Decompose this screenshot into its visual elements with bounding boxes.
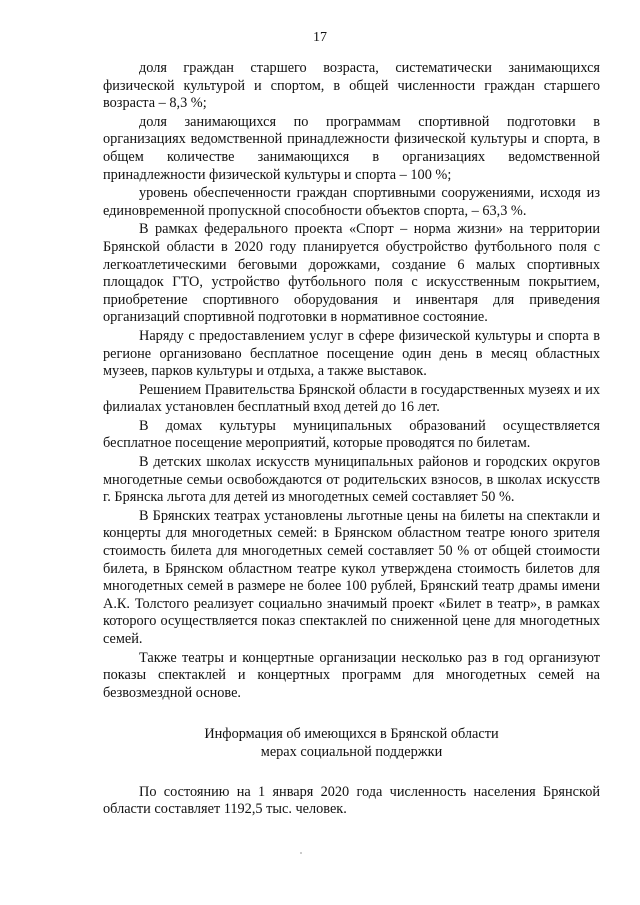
paragraph: Решением Правительства Брянской области в государственных музеях и их филиалах установлен бесплатный вход детей до 16 лет. [103,381,600,416]
scan-speck [300,852,302,854]
document-body [103,60,600,819]
section-heading-line: мерах социальной поддержки [260,743,443,760]
paragraph: уровень обеспеченности граждан спортивными сооружениями, исходя из единовременной пропускной способности объектов спорта, – 63,3 %. [103,185,600,219]
page-number: 17 [313,30,327,45]
paragraph: В рамках федерального проекта «Спорт – норма жизни» на территории Брянской области в 2020 году планируется обустройство футбольного поля с легкоатлетическими беговыми дорожками, создание 6 малых спортивных площадок ГТО, устройство футбольного поля с искусственным покрытием, приобретение спортивного оборудования и инвентаря для приведения организаций спортивной подготовки в нормативное состояние. [103,221,600,326]
paragraph: В домах культуры муниципальных образований осуществляется бесплатное посещение мероприятий, которые проводятся по билетам. [103,417,600,452]
paragraph: Также театры и концертные организации несколько раз в год организуют показы спектаклей и концертных программ для многодетных семей на безвозмездной основе. [103,649,600,701]
section-heading-line: Информация об имеющихся в Брянской области [204,726,499,743]
paragraph: В Брянских театрах установлены льготные цены на билеты на спектакли и концерты для многодетных семей: в Брянском областном театре юного зрителя стоимость билета для многодетных семей составляет 50 % от общей стоимости билета, в Брянском областном театре кукол утверждена стоимость билетов для многодетных семей в размере не более 100 рублей, Брянский театр драмы имени А.К. Толстого реализует социально значимый проект «Билет в театр», в рамках которого осуществляется показ спектаклей по сниженной цене для многодетных семей. [103,507,600,647]
paragraph: доля занимающихся по программам спортивной подготовки в организациях ведомственной принадлежности физической культуры и спорта, в общем количестве занимающихся в организациях ведомственной принадлежности физической культуры и спорта – 100 %; [103,113,600,183]
paragraph: В детских школах искусств муниципальных районов и городских округов многодетные семьи освобождаются от родительских взносов, в школах искусств г. Брянска льгота для детей из многодетных семей составляет 50 %. [103,454,600,506]
section-heading [103,726,600,761]
paragraph: доля граждан старшего возраста, систематически занимающихся физической культурой и спортом, в общей численности граждан старшего возраста – 8,3 %; [103,60,600,112]
paragraph: Наряду с предоставлением услуг в сфере физической культуры и спорта в регионе организовано бесплатное посещение один день в месяц областных музеев, парков культуры и отдыха, а также выставок. [103,327,600,380]
closing-paragraph: По состоянию на 1 января 2020 года численность населения Брянской области составляет 1192,5 тыс. человек. [103,783,600,818]
